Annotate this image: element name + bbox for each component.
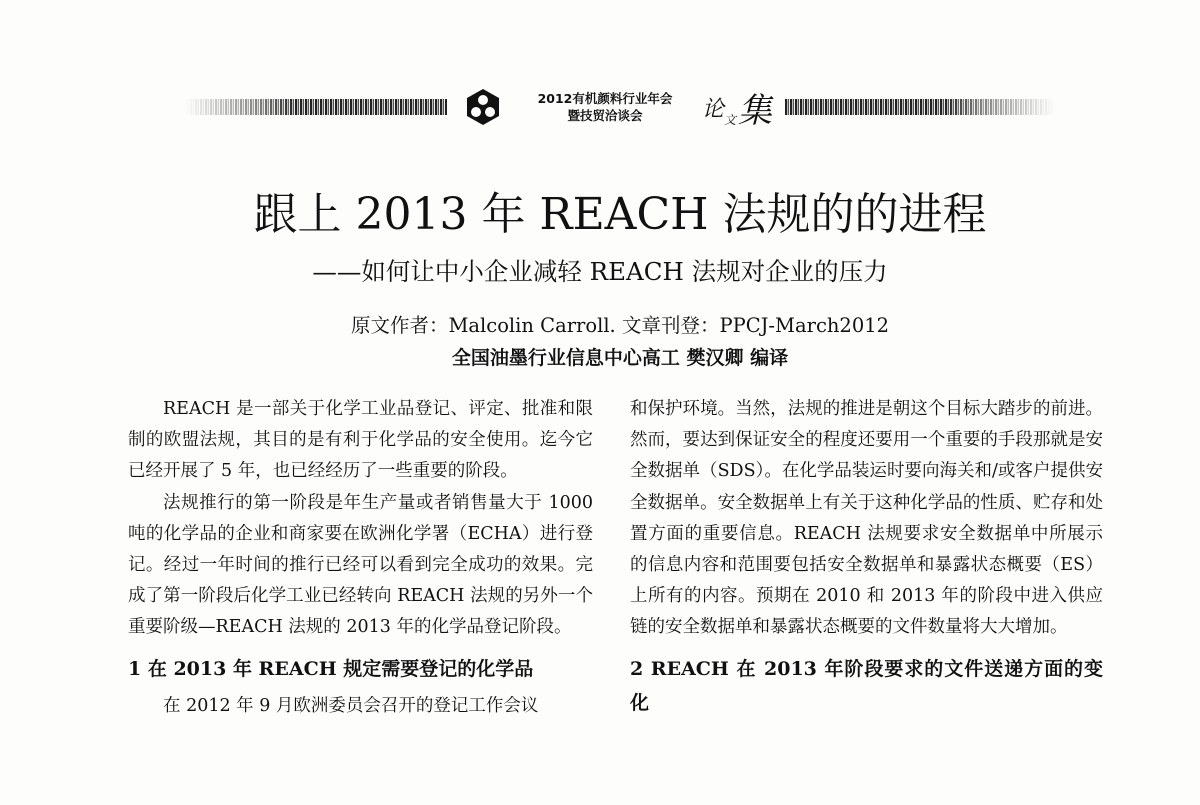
article-authors: 原文作者：Malcolin Carroll. 文章刊登：PPCJ-March2012	[350, 314, 890, 337]
article-translator: 全国油墨行业信息中心高工 樊汉卿 编译	[451, 347, 789, 369]
paragraph: REACH 是一部关于化学工业品登记、评定、批准和限制的欧盟法规，其目的是有利于化学品的安全使用。迄今它已经开展了 5 年，也已经经历了一些重要的阶段。	[128, 399, 593, 482]
left-column	[128, 394, 593, 722]
svg-text:论: 论	[702, 97, 725, 122]
svg-text:文: 文	[724, 113, 737, 127]
conference-name: 2012有机颜料行业年会 暨技贸洽谈会	[537, 91, 673, 123]
section-heading-1: 1 在 2013 年 REACH 规定需要登记的化学品	[128, 657, 534, 680]
article-title: 跟上 2013 年 REACH 法规的的进程	[253, 189, 987, 240]
section-heading-2: 2 REACH 在 2013 年阶段要求的文件送递方面的变化	[630, 657, 1103, 714]
collection-calligraphy-logo	[700, 84, 780, 130]
svg-text:集: 集	[738, 91, 772, 130]
paragraph: 和保护环境。当然，法规的推进是朝这个目标大踏步的前进。然而，要达到保证安全的程度还要用一个重要的手段那就是安全数据单（SDS）。在化学品装运时要向海关和/或客户提供安全数据单。安全数据单上有关于这种化学品的性质、贮存和处置方面的重要信息。REACH 法规要求安全数据单中所展示的信息内容和范围要包括安全数据单和暴露状态概要（ES）上所有的内容。预期在 2010 和 2013 年的阶段中进入供应链的安全数据单和暴露状态概要的文件数量将大大增加。	[630, 399, 1103, 638]
paragraph: 法规推行的第一阶段是年生产量或者销售量大于 1000 吨的化学品的企业和商家要在欧洲化学署（ECHA）进行登记。经过一年时间的推行已经可以看到完全成功的效果。完成了第一阶段后化学工业已经转向 REACH 法规的另外一个重要阶级—REACH 法规的 2013 年的化学品登记阶段。	[128, 492, 593, 638]
right-column	[630, 394, 1103, 720]
page-header	[0, 82, 1200, 132]
conference-logo-icon	[463, 87, 503, 127]
paragraph-cut: 在 2012 年 9 月欧洲委员会召开的登记工作会议	[163, 695, 539, 716]
article-subtitle: ——如何让中小企业减轻 REACH 法规对企业的压力	[312, 257, 888, 286]
